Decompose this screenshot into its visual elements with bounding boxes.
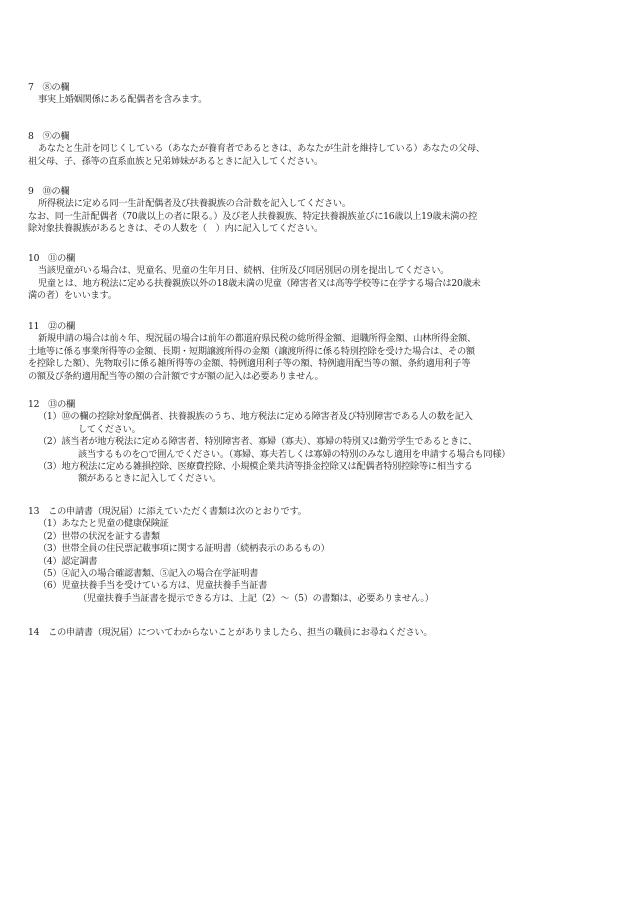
note-section-s10 [28, 253, 608, 303]
section-text-line: （1）あなたと児童の健康保険証 [38, 518, 169, 530]
section-text-line: （4）認定調書 [38, 555, 98, 567]
section-text-line: 額があるときに記入してください。 [78, 473, 221, 485]
section-heading: 14 この申請書（現況届）についてわからないことがありましたら、担当の職員にお尋ねください。 [28, 627, 433, 638]
note-section-s12 [28, 399, 608, 486]
section-text-line: 児童とは、地方税法に定める扶養親族以外の18歳未満の児童（障害者又は高等学校等に在学する場合は20歳未 [38, 277, 481, 289]
section-text-line: 所得税法に定める同一生計配偶者及び扶養親族の合計数を記入してください。 [38, 198, 351, 210]
section-text-line: 該当するものを○で囲んでください。（寡婦、寡夫若しくは寡婦の特別のみなし適用を申請する場合も同様） [78, 448, 511, 460]
note-section-s7 [28, 82, 608, 107]
note-section-s13 [28, 506, 608, 605]
section-heading: 13 この申請書（現況届）に添えていただく書類は次のとおりです。 [28, 506, 307, 517]
section-text-line: 土地等に係る事業所得等の金額、長期・短期譲渡所得の金額（譲渡所得に係る特別控除を受けた場合は、その額 [28, 345, 475, 357]
section-text-line: 事実上婚姻関係にある配偶者を含みます。 [38, 94, 208, 106]
section-text-line: の額及び条約適用配当等の額の合計額ですが額の記入は必要ありません。 [28, 370, 324, 382]
section-text-line: あなたと生計を同じくしている（あなたが養育者であるときは、あなたが生計を維持している）あなたの父母、 [38, 143, 485, 155]
section-text-line: （5）④記入の場合確認書類、⑤記入の場合在学証明書 [38, 567, 259, 579]
section-text-line: （3）世帯全員の住民票記載事項に関する証明書（続柄表示のあるもの） [38, 543, 330, 555]
section-text-line: （2）該当者が地方税法に定める障害者、特別障害者、寡婦（寡夫）、寡婦の特別又は勤労学生であるときに、 [38, 436, 477, 448]
note-section-s8 [28, 131, 608, 168]
section-text-line: してください。 [78, 423, 141, 435]
section-text-line: なお、同一生計配偶者（70歳以上の者に限る。）及び老人扶養親族、特定扶養親族並びに16歳以上19歳未満の控 [28, 210, 478, 222]
note-section-s9 [28, 186, 608, 236]
section-text-line: 満の者）をいいます。 [28, 290, 117, 302]
note-section-s14 [28, 627, 608, 639]
section-text-line: 新規申請の場合は前々年、現況届の場合は前年の都道府県民税の総所得金額、退職所得金額、山林所得金額、 [38, 333, 476, 345]
section-text-line: （児童扶養手当証書を提示できる方は、上記（2）～（5）の書類は、必要ありません。） [78, 592, 434, 604]
section-text-line: を控除した額）、先物取引に係る雑所得等の金額、特例適用利子等の額、特例適用配当等の額、条約適用利子等 [28, 358, 471, 370]
section-text-line: 祖父母、子、孫等の直系血族と兄弟姉妹があるときに記入してください。 [28, 155, 323, 167]
section-text-line: （6）児童扶養手当を受けている方は、児童扶養手当証書 [38, 580, 268, 592]
section-text-line: 除対象扶養親族があるときは、その人数を（ ）内に記入してください。 [28, 223, 323, 235]
section-heading: 9 ⑩の欄 [28, 186, 70, 197]
section-text-line: （2）世帯の状況を証する書類 [38, 530, 160, 542]
section-heading: 7 ⑧の欄 [28, 82, 70, 93]
section-heading: 10 ⑪の欄 [28, 253, 75, 264]
section-heading: 8 ⑨の欄 [28, 131, 70, 142]
section-heading: 12 ⑬の欄 [28, 399, 75, 410]
section-text-line: （3）地方税法に定める雑損控除、医療費控除、小規模企業共済等掛金控除又は配偶者特別控除等に相当する [38, 460, 473, 472]
section-heading: 11 ⑫の欄 [28, 321, 75, 332]
note-section-s11 [28, 321, 608, 383]
section-text-line: （1）⑩の欄の控除対象配偶者、扶養親族のうち、地方税法に定める障害者及び特別障害である人の数を記入 [38, 411, 473, 423]
section-text-line: 当該児童がいる場合は、児童名、児童の生年月日、続柄、住所及び同居別居の別を提出してください。 [38, 265, 450, 277]
